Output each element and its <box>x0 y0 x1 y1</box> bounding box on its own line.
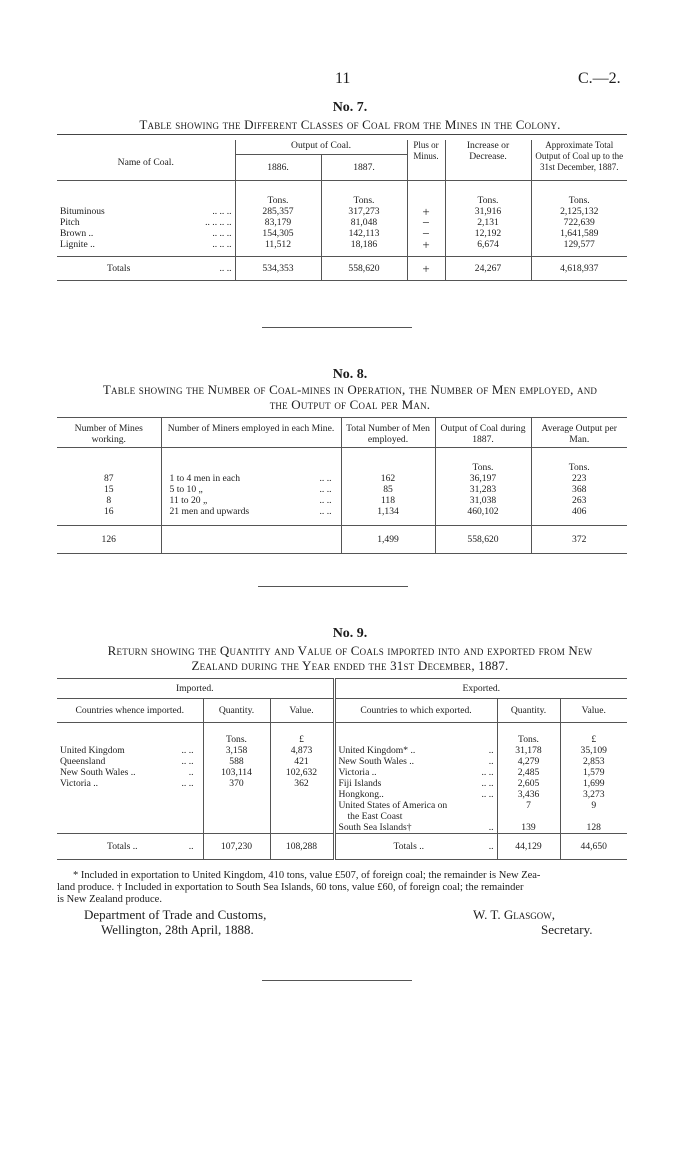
table7-top-rule <box>57 134 627 135</box>
output-value: 31,038 <box>435 495 531 506</box>
section-divider <box>258 586 408 587</box>
footnote: is New Zealand produce. <box>57 894 162 905</box>
export-quantity: 7 <box>497 800 560 811</box>
imported-heading: Imported. <box>175 683 214 694</box>
leader-dots: .. .. <box>219 263 232 274</box>
unit-label: Tons. <box>497 723 560 746</box>
table8-header-output: Output of Coal during 1887. <box>435 418 531 448</box>
page-number: 11 <box>335 70 351 87</box>
table-row <box>57 228 627 239</box>
table9-title: Return showing the Quantity and Value of Coals imported into and exported from New <box>107 643 593 658</box>
table-row <box>57 473 627 484</box>
table8-unit: Tons. <box>435 448 531 474</box>
total-average: 372 <box>531 526 627 554</box>
men-employed: 85 <box>341 484 435 495</box>
export-quantity: 3,436 <box>497 789 560 800</box>
table7-unit: Tons. <box>531 181 627 207</box>
miners-description: 1 to 4 men in each <box>169 473 241 484</box>
import-country: New South Wales .. <box>60 767 136 778</box>
leader-dots: .. <box>488 841 494 852</box>
change-value: 6,674 <box>445 239 531 257</box>
table8-unit: Tons. <box>531 448 627 474</box>
leader-dots: .. <box>188 767 194 778</box>
coal-name: Bituminous <box>60 206 105 217</box>
value-1887: 81,048 <box>321 217 407 228</box>
average-value: 223 <box>531 473 627 484</box>
leader-dots: .. .. <box>319 473 332 484</box>
total-mines: 126 <box>101 534 116 545</box>
total-export-value: 44,650 <box>560 834 627 860</box>
change-value: 2,131 <box>445 217 531 228</box>
document-reference: C.—2. <box>578 70 621 87</box>
table7-title: Table showing the Different Classes of Coal from the Mines in the Colony. <box>139 117 561 132</box>
export-country: Hongkong.. <box>338 789 384 800</box>
mines-count: 8 <box>106 495 112 506</box>
total-output: 558,620 <box>435 526 531 554</box>
table-row <box>57 239 627 257</box>
header-export-quantity: Quantity. <box>497 699 560 723</box>
leader-dots: .. .. <box>319 495 332 506</box>
leader-dots: .. .. <box>319 506 332 517</box>
import-quantity: 3,158 <box>203 745 270 756</box>
table-row <box>57 484 627 495</box>
total-approx: 4,618,937 <box>531 257 627 281</box>
totals-label: Totals <box>107 263 131 274</box>
change-value: 31,916 <box>445 206 531 217</box>
table-row <box>57 778 627 789</box>
signatory-name: W. T. Glasgow, <box>473 907 555 922</box>
average-value: 368 <box>531 484 627 495</box>
average-value: 406 <box>531 506 627 526</box>
unit-label: Tons. <box>203 723 270 746</box>
section-divider <box>262 327 412 328</box>
table7-header-1887: 1887. <box>321 155 407 181</box>
men-employed: 162 <box>341 473 435 484</box>
leader-dots: .. .. <box>181 756 194 767</box>
section-divider <box>262 980 412 981</box>
table7-header-output: Output of Coal. <box>235 140 407 155</box>
table-row <box>57 767 627 778</box>
leader-dots: .. <box>188 841 194 852</box>
table9 <box>57 678 627 860</box>
department-date: Wellington, 28th April, 1888. <box>101 922 254 937</box>
total-import-quantity: 107,230 <box>203 834 270 860</box>
miners-description: 11 to 20 „ <box>169 495 208 506</box>
import-quantity: 103,114 <box>203 767 270 778</box>
value-1886: 11,512 <box>235 239 321 257</box>
total-change: 24,267 <box>445 257 531 281</box>
leader-dots: .. .. <box>319 484 332 495</box>
export-quantity: 31,178 <box>497 745 560 756</box>
table8-header-average: Average Output per Man. <box>531 418 627 448</box>
export-value: 1,579 <box>560 767 627 778</box>
department-name: Department of Trade and Customs, <box>84 907 267 922</box>
average-value: 263 <box>531 495 627 506</box>
leader-dots: .. <box>488 822 494 833</box>
leader-dots: .. .. .. .. <box>205 217 232 228</box>
export-country: United Kingdom* .. <box>338 745 416 756</box>
table7-unit: Tons. <box>445 181 531 207</box>
leader-dots: .. .. <box>481 778 494 789</box>
total-sign: + <box>407 257 445 281</box>
table-row <box>57 745 627 756</box>
header-export-country: Countries to which exported. <box>334 699 497 723</box>
table7-number: No. 7. <box>332 100 368 115</box>
table8-header-men: Total Number of Men employed. <box>341 418 435 448</box>
table9-totals-row <box>57 834 627 860</box>
import-value: 362 <box>270 778 334 789</box>
coal-name: Lignite .. <box>60 239 95 250</box>
total-value: 1,641,589 <box>531 228 627 239</box>
import-value: 4,873 <box>270 745 334 756</box>
value-1887: 142,113 <box>321 228 407 239</box>
total-men: 1,499 <box>341 526 435 554</box>
table7-unit: Tons. <box>321 181 407 207</box>
value-1886: 154,305 <box>235 228 321 239</box>
total-export-quantity: 44,129 <box>497 834 560 860</box>
leader-dots: .. <box>488 756 494 767</box>
table7-header-increase: Increase or Decrease. <box>445 140 531 181</box>
export-value: 1,699 <box>560 778 627 789</box>
header-export-value: Value. <box>560 699 627 723</box>
import-country: Victoria .. <box>60 778 99 789</box>
plus-minus-sign: − <box>407 228 445 239</box>
plus-minus-sign: + <box>407 206 445 217</box>
totals-label: Totals .. <box>393 841 425 852</box>
import-quantity: 588 <box>203 756 270 767</box>
signatory-title: Secretary. <box>541 922 593 937</box>
leader-dots: .. .. .. <box>212 228 232 239</box>
table-row <box>57 206 627 217</box>
table7-unit: Tons. <box>235 181 321 207</box>
mines-count: 15 <box>103 484 114 495</box>
table8-number: No. 8. <box>332 367 368 382</box>
import-value: 421 <box>270 756 334 767</box>
table-row <box>57 822 627 834</box>
unit-label: £ <box>270 723 334 746</box>
table8 <box>57 417 627 554</box>
value-1887: 18,186 <box>321 239 407 257</box>
table7-totals-row <box>57 257 627 281</box>
import-quantity: 370 <box>203 778 270 789</box>
export-country: United States of America on <box>338 800 448 811</box>
leader-dots: .. .. .. <box>212 206 232 217</box>
export-quantity: 139 <box>497 822 560 834</box>
miners-description: 5 to 10 „ <box>169 484 203 495</box>
export-value: 2,853 <box>560 756 627 767</box>
exported-heading: Exported. <box>334 679 627 699</box>
footnote: land produce. † Included in exportation to South Sea Islands, 60 tons, value £60, of foreign coal; the remainder <box>57 882 524 893</box>
table-row <box>57 800 627 811</box>
value-1886: 285,357 <box>235 206 321 217</box>
total-value: 722,639 <box>531 217 627 228</box>
table-row <box>57 756 627 767</box>
export-country: New South Wales .. <box>338 756 415 767</box>
export-country: South Sea Islands† <box>338 822 412 833</box>
leader-dots: .. .. <box>181 778 194 789</box>
table9-number: No. 9. <box>332 626 368 641</box>
header-import-country: Countries whence imported. <box>75 705 184 716</box>
table7-header-name: Name of Coal. <box>117 156 174 168</box>
plus-minus-sign: − <box>407 217 445 228</box>
unit-label: £ <box>560 723 627 746</box>
totals-label: Totals .. <box>107 841 138 852</box>
import-value: 102,632 <box>270 767 334 778</box>
value-1886: 83,179 <box>235 217 321 228</box>
export-value: 3,273 <box>560 789 627 800</box>
leader-dots: .. .. <box>481 767 494 778</box>
table7 <box>57 140 627 281</box>
leader-dots: .. .. .. <box>212 239 232 250</box>
export-value: 128 <box>560 822 627 834</box>
mines-count: 87 <box>103 473 114 484</box>
export-country: the East Coast <box>347 811 403 822</box>
export-quantity: 4,279 <box>497 756 560 767</box>
header-import-quantity: Quantity. <box>203 699 270 723</box>
table7-header-1886: 1886. <box>235 155 321 181</box>
table-row <box>57 506 627 526</box>
mines-count: 16 <box>103 506 114 517</box>
men-employed: 1,134 <box>341 506 435 526</box>
table-row <box>57 495 627 506</box>
total-value: 129,577 <box>531 239 627 257</box>
table8-title: Table showing the Number of Coal-mines in Operation, the Number of Men employed, and <box>102 382 598 397</box>
men-employed: 118 <box>341 495 435 506</box>
export-quantity: 2,485 <box>497 767 560 778</box>
import-country: United Kingdom <box>60 745 125 756</box>
table-row <box>57 217 627 228</box>
total-1886: 534,353 <box>235 257 321 281</box>
output-value: 31,283 <box>435 484 531 495</box>
plus-minus-sign: + <box>407 239 445 257</box>
export-country: Fiji Islands <box>338 778 382 789</box>
table8-header-miners: Number of Miners employed in each Mine. <box>161 418 341 448</box>
total-import-value: 108,288 <box>270 834 334 860</box>
table7-header-approx: Approximate Total Output of Coal up to the 31st December, 1887. <box>531 140 627 181</box>
coal-name: Pitch <box>60 217 80 228</box>
export-country: Victoria .. <box>338 767 377 778</box>
output-value: 36,197 <box>435 473 531 484</box>
export-value: 35,109 <box>560 745 627 756</box>
import-country: Queensland <box>60 756 106 767</box>
table9-title: Zealand during the Year ended the 31st December, 1887. <box>191 658 509 673</box>
leader-dots: .. .. <box>481 789 494 800</box>
coal-name: Brown .. <box>60 228 94 239</box>
table8-title: the Output of Coal per Man. <box>269 397 431 412</box>
table8-header-mines: Number of Mines working. <box>74 423 143 445</box>
total-value: 2,125,132 <box>531 206 627 217</box>
table7-header-plus: Plus or Minus. <box>407 140 445 181</box>
change-value: 12,192 <box>445 228 531 239</box>
table-row <box>57 811 627 822</box>
total-1887: 558,620 <box>321 257 407 281</box>
table8-totals-row <box>57 526 627 554</box>
table-row <box>57 789 627 800</box>
export-quantity: 2,605 <box>497 778 560 789</box>
miners-description: 21 men and upwards <box>169 506 250 517</box>
leader-dots: .. .. <box>181 745 194 756</box>
leader-dots: .. <box>488 745 494 756</box>
export-value: 9 <box>560 800 627 811</box>
output-value: 460,102 <box>435 506 531 526</box>
value-1887: 317,273 <box>321 206 407 217</box>
header-import-value: Value. <box>270 699 334 723</box>
footnote: * Included in exportation to United Kingdom, 410 tons, value £507, of foreign coal; the remainder is New Zea- <box>73 870 541 881</box>
